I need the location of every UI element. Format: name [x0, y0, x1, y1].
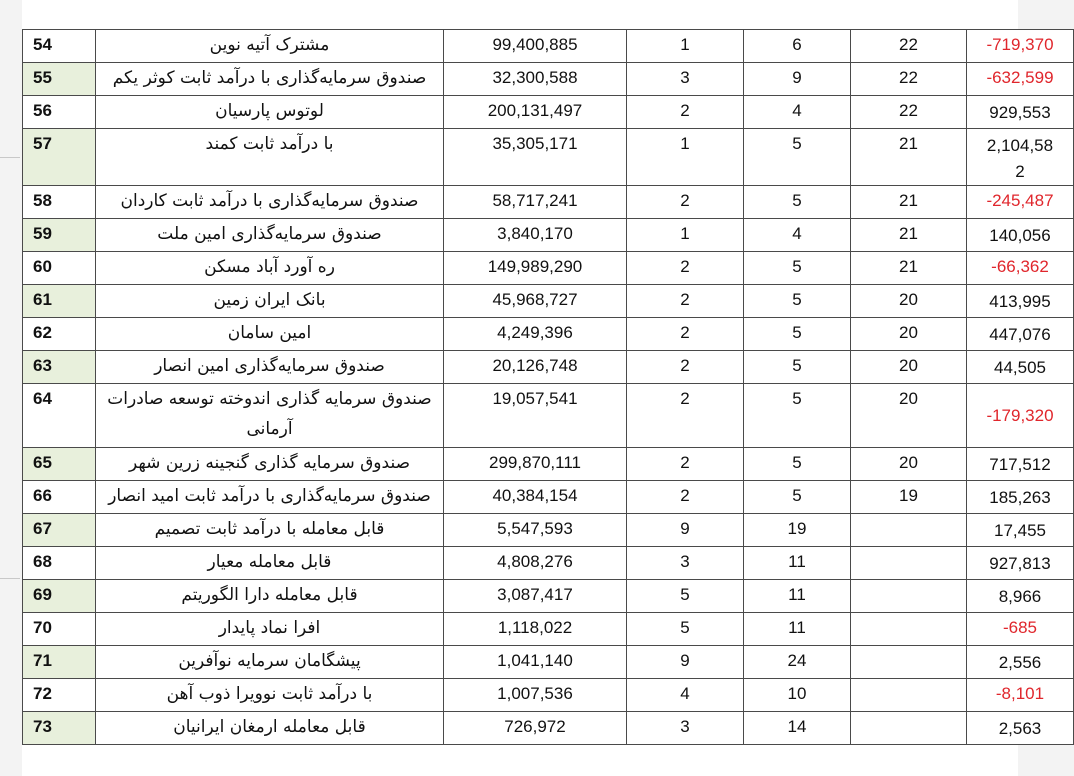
col-b-value: 5: [744, 351, 851, 384]
table-row: [23, 219, 1074, 252]
table-row: [23, 285, 1074, 318]
col-a-value: 3: [627, 712, 744, 745]
col-b-value: 9: [744, 63, 851, 96]
asset-value: 149,989,290: [444, 252, 627, 285]
col-b-value: 11: [744, 580, 851, 613]
change-value: 140,056: [967, 219, 1074, 252]
col-b-value: 24: [744, 646, 851, 679]
change-value: 44,505: [967, 351, 1074, 384]
col-b-value: 19: [744, 514, 851, 547]
col-a-value: 2: [627, 285, 744, 318]
col-b-value: 14: [744, 712, 851, 745]
asset-value: 1,118,022: [444, 613, 627, 646]
change-value: -179,320: [967, 384, 1074, 448]
asset-value: 32,300,588: [444, 63, 627, 96]
asset-value: 58,717,241: [444, 186, 627, 219]
col-a-value: 3: [627, 63, 744, 96]
fund-name: صندوق سرمایه گذاری اندوخته توسعه صادرات آرمانی: [96, 384, 444, 448]
table-row: [23, 580, 1074, 613]
col-a-value: 2: [627, 318, 744, 351]
row-index: 60: [23, 252, 96, 285]
asset-value: 5,547,593: [444, 514, 627, 547]
row-index: 61: [23, 285, 96, 318]
col-a-value: 5: [627, 613, 744, 646]
row-index: 58: [23, 186, 96, 219]
fund-name: بانک ایران زمین: [96, 285, 444, 318]
row-index: 67: [23, 514, 96, 547]
col-c-value: 19: [851, 481, 967, 514]
change-value: -245,487: [967, 186, 1074, 219]
change-value: 447,076: [967, 318, 1074, 351]
col-a-value: 9: [627, 646, 744, 679]
change-value: 8,966: [967, 580, 1074, 613]
fund-name: مشترک آتیه نوین: [96, 30, 444, 63]
col-a-value: 1: [627, 129, 744, 186]
col-b-value: 5: [744, 384, 851, 448]
col-c-value: 21: [851, 129, 967, 186]
row-index: 69: [23, 580, 96, 613]
col-a-value: 2: [627, 448, 744, 481]
asset-value: 4,808,276: [444, 547, 627, 580]
col-b-value: 5: [744, 318, 851, 351]
fund-name: لوتوس پارسیان: [96, 96, 444, 129]
table-row: [23, 63, 1074, 96]
funds-table-body: [23, 30, 1074, 745]
col-c-value: 20: [851, 285, 967, 318]
asset-value: 4,249,396: [444, 318, 627, 351]
table-row: [23, 547, 1074, 580]
col-c-value: [851, 514, 967, 547]
col-a-value: 1: [627, 30, 744, 63]
col-c-value: 21: [851, 219, 967, 252]
fund-name: با درآمد ثابت نوویرا ذوب آهن: [96, 679, 444, 712]
asset-value: 3,087,417: [444, 580, 627, 613]
table-row: [23, 384, 1074, 448]
table-row: [23, 481, 1074, 514]
row-index: 56: [23, 96, 96, 129]
asset-value: 40,384,154: [444, 481, 627, 514]
row-index: 70: [23, 613, 96, 646]
fund-name: قابل معامله معیار: [96, 547, 444, 580]
col-c-value: 22: [851, 30, 967, 63]
change-value: -632,599: [967, 63, 1074, 96]
col-c-value: [851, 679, 967, 712]
asset-value: 19,057,541: [444, 384, 627, 448]
col-a-value: 9: [627, 514, 744, 547]
table-row: [23, 448, 1074, 481]
change-value: -8,101: [967, 679, 1074, 712]
col-a-value: 3: [627, 547, 744, 580]
col-a-value: 1: [627, 219, 744, 252]
row-index: 62: [23, 318, 96, 351]
col-c-value: 21: [851, 186, 967, 219]
col-c-value: 20: [851, 351, 967, 384]
fund-name: امین سامان: [96, 318, 444, 351]
asset-value: 726,972: [444, 712, 627, 745]
change-value: -685: [967, 613, 1074, 646]
divider-line: [0, 578, 20, 579]
fund-name: صندوق سرمایه‌گذاری امین ملت: [96, 219, 444, 252]
fund-name: قابل معامله ارمغان ایرانیان: [96, 712, 444, 745]
col-a-value: 4: [627, 679, 744, 712]
col-c-value: 20: [851, 448, 967, 481]
fund-name: صندوق سرمایه‌گذاری با درآمد ثابت امید انصار: [96, 481, 444, 514]
table-row: [23, 679, 1074, 712]
col-b-value: 5: [744, 129, 851, 186]
col-a-value: 5: [627, 580, 744, 613]
row-index: 65: [23, 448, 96, 481]
row-index: 54: [23, 30, 96, 63]
col-c-value: 20: [851, 384, 967, 448]
col-a-value: 2: [627, 384, 744, 448]
col-b-value: 5: [744, 481, 851, 514]
fund-name: صندوق سرمایه‌گذاری با درآمد ثابت کاردان: [96, 186, 444, 219]
fund-name: قابل معامله با درآمد ثابت تصمیم: [96, 514, 444, 547]
change-value: 717,512: [967, 448, 1074, 481]
change-value: 413,995: [967, 285, 1074, 318]
fund-name: قابل معامله دارا الگوریتم: [96, 580, 444, 613]
table-row: [23, 613, 1074, 646]
row-index: 72: [23, 679, 96, 712]
change-value-text: 2,104,58 2: [986, 136, 1054, 181]
change-value: 929,553: [967, 96, 1074, 129]
change-value: 2,556: [967, 646, 1074, 679]
table-row: [23, 30, 1074, 63]
fund-name: با درآمد ثابت کمند: [96, 129, 444, 186]
table-row: [23, 514, 1074, 547]
table-row: [23, 96, 1074, 129]
col-c-value: 22: [851, 96, 967, 129]
row-index: 59: [23, 219, 96, 252]
table-row: [23, 646, 1074, 679]
asset-value: 3,840,170: [444, 219, 627, 252]
asset-value: 35,305,171: [444, 129, 627, 186]
row-index: 63: [23, 351, 96, 384]
table-row: [23, 186, 1074, 219]
col-c-value: [851, 613, 967, 646]
change-value: 185,263: [967, 481, 1074, 514]
col-b-value: 5: [744, 448, 851, 481]
col-b-value: 5: [744, 252, 851, 285]
row-index: 55: [23, 63, 96, 96]
change-value: [967, 129, 1074, 186]
col-b-value: 5: [744, 285, 851, 318]
col-c-value: [851, 712, 967, 745]
fund-name: ره آورد آباد مسکن: [96, 252, 444, 285]
row-index: 71: [23, 646, 96, 679]
col-b-value: 4: [744, 96, 851, 129]
col-c-value: 21: [851, 252, 967, 285]
fund-name: صندوق سرمایه‌گذاری با درآمد ثابت کوثر یکم: [96, 63, 444, 96]
row-index: 73: [23, 712, 96, 745]
fund-name: افرا نماد پایدار: [96, 613, 444, 646]
table-row: [23, 318, 1074, 351]
col-a-value: 2: [627, 481, 744, 514]
row-index: 68: [23, 547, 96, 580]
change-value: -66,362: [967, 252, 1074, 285]
asset-value: 45,968,727: [444, 285, 627, 318]
col-c-value: 22: [851, 63, 967, 96]
divider-line: [0, 157, 20, 158]
table-row: [23, 252, 1074, 285]
fund-name: پیشگامان سرمایه نوآفرین: [96, 646, 444, 679]
asset-value: 299,870,111: [444, 448, 627, 481]
fund-name: صندوق سرمایه گذاری گنجینه زرین شهر: [96, 448, 444, 481]
change-value: 2,563: [967, 712, 1074, 745]
col-b-value: 5: [744, 186, 851, 219]
asset-value: 1,041,140: [444, 646, 627, 679]
col-b-value: 11: [744, 613, 851, 646]
col-b-value: 11: [744, 547, 851, 580]
asset-value: 20,126,748: [444, 351, 627, 384]
change-value: 927,813: [967, 547, 1074, 580]
col-b-value: 4: [744, 219, 851, 252]
table-row: [23, 129, 1074, 186]
col-b-value: 10: [744, 679, 851, 712]
col-b-value: 6: [744, 30, 851, 63]
asset-value: 200,131,497: [444, 96, 627, 129]
fund-name: صندوق سرمایه‌گذاری امین انصار: [96, 351, 444, 384]
row-index: 57: [23, 129, 96, 186]
funds-table: [22, 29, 1074, 745]
asset-value: 99,400,885: [444, 30, 627, 63]
col-a-value: 2: [627, 351, 744, 384]
col-a-value: 2: [627, 252, 744, 285]
col-c-value: [851, 646, 967, 679]
change-value: 17,455: [967, 514, 1074, 547]
col-c-value: [851, 547, 967, 580]
table-row: [23, 712, 1074, 745]
asset-value: 1,007,536: [444, 679, 627, 712]
row-index: 66: [23, 481, 96, 514]
table-row: [23, 351, 1074, 384]
change-value: -719,370: [967, 30, 1074, 63]
row-index: 64: [23, 384, 96, 448]
col-c-value: 20: [851, 318, 967, 351]
col-c-value: [851, 580, 967, 613]
col-a-value: 2: [627, 186, 744, 219]
col-a-value: 2: [627, 96, 744, 129]
